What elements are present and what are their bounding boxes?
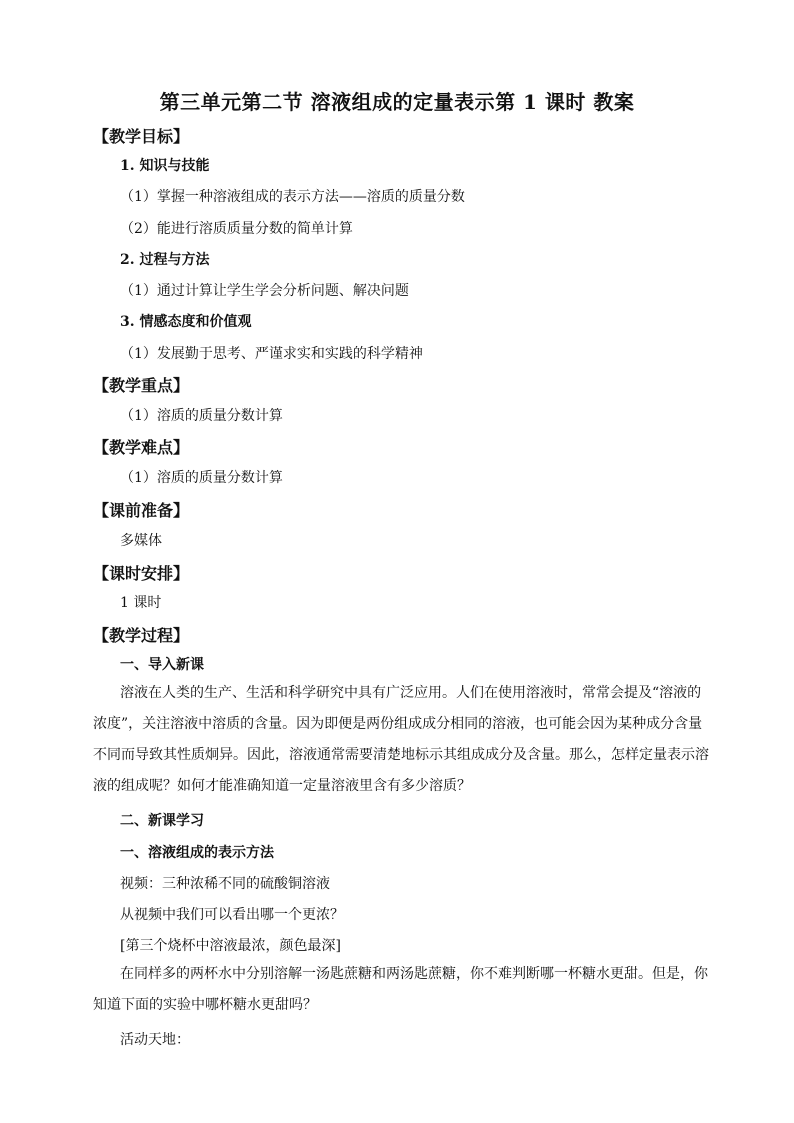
key-point-item: （1）溶质的质量分数计算	[120, 408, 283, 424]
section-heading-key-points: 【教学重点】	[93, 376, 190, 395]
sugar-paragraph	[93, 959, 708, 1021]
intro-paragraph	[93, 678, 709, 802]
objective-item: （1）发展勤于思考、严谨求实和实践的科学精神	[120, 346, 423, 362]
difficulty-item: （1）溶质的质量分数计算	[120, 470, 283, 486]
subheading-process-methods: 2. 过程与方法	[120, 252, 210, 268]
activity-label: 活动天地：	[120, 1032, 190, 1048]
paragraph-line: 溶液在人类的生产、生活和科学研究中具有广泛应用。人们在使用溶液时，常常会提及“溶液的	[120, 685, 702, 701]
video-text: 视频：三种浓稀不同的硫酸铜溶液	[120, 876, 330, 892]
document-title: 第三单元第二节 溶液组成的定量表示第 1 课时 教案	[159, 90, 635, 114]
paragraph-line: 不同而导致其性质炯异。因此，溶液通常需要清楚地标示其组成成分及含量。那么，怎样定量表示溶	[93, 747, 709, 763]
subheading-emotion-values: 3. 情感态度和价值观	[120, 314, 252, 330]
paragraph-line: 液的组成呢？如何才能准确知道一定量溶液里含有多少溶质？	[93, 778, 471, 794]
question-text: 从视频中我们可以看出哪一个更浓？	[120, 907, 344, 923]
objective-item: （1）通过计算让学生学会分析问题、解决问题	[120, 283, 409, 299]
subheading-introduction: 一、导入新课	[120, 657, 204, 673]
paragraph-line: 知道下面的实验中哪杯糖水更甜吗？	[93, 997, 317, 1013]
paragraph-line: 浓度”，关注溶液中溶质的含量。因为即便是两份组成成分相同的溶液，也可能会因为某种成分含量	[93, 716, 703, 732]
paragraph-line: 在同样多的两杯水中分别溶解一汤匙蔗糖和两汤匙蔗糖，你不难判断哪一杯糖水更甜。但是，你	[120, 966, 708, 982]
subheading-knowledge-skills: 1. 知识与技能	[120, 158, 210, 174]
preparation-text: 多媒体	[120, 533, 162, 549]
section-heading-teaching-process: 【教学过程】	[93, 626, 190, 645]
subheading-composition-expression: 一、溶液组成的表示方法	[120, 845, 274, 861]
section-heading-schedule: 【课时安排】	[93, 564, 190, 583]
section-heading-preparation: 【课前准备】	[93, 501, 190, 520]
answer-text: [第三个烧杯中溶液最浓，颜色最深]	[120, 938, 341, 954]
schedule-text: 1 课时	[120, 595, 162, 611]
section-heading-objectives: 【教学目标】	[93, 127, 190, 146]
section-heading-difficulties: 【教学难点】	[93, 438, 190, 457]
objective-item: （1）掌握一种溶液组成的表示方法——溶质的质量分数	[120, 189, 465, 205]
subheading-new-lesson: 二、新课学习	[120, 813, 204, 829]
objective-item: （2）能进行溶质质量分数的简单计算	[120, 221, 353, 237]
